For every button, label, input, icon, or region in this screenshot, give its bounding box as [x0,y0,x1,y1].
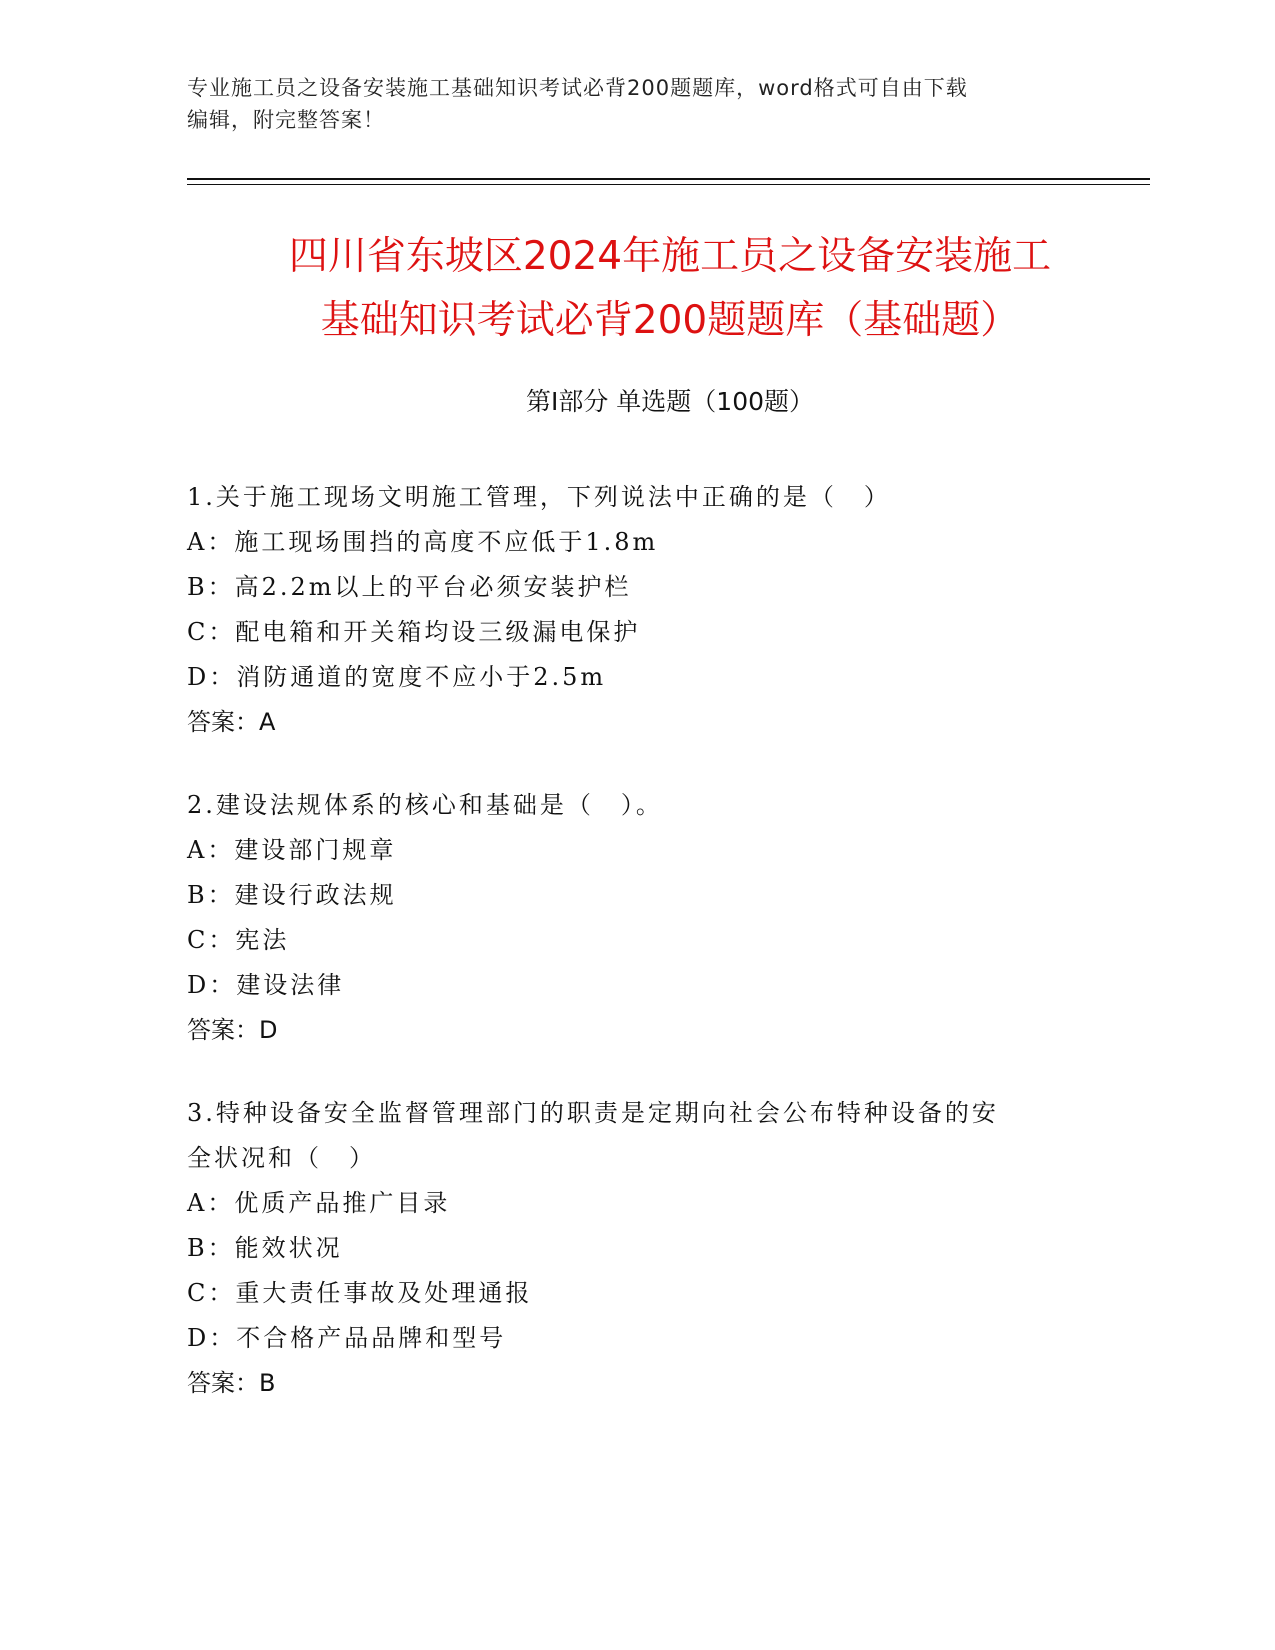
header-divider-thick [187,178,1150,180]
question-1 [187,475,1087,745]
option-a: A：施工现场围挡的高度不应低于1.8m [187,528,659,556]
question-2 [187,783,1087,1053]
option-c: C：重大责任事故及处理通报 [187,1279,533,1307]
header-divider-thin [187,184,1150,185]
question-stem: 1.关于施工现场文明施工管理，下列说法中正确的是（ ） [187,483,891,511]
option-c: C：配电箱和开关箱均设三级漏电保护 [187,618,641,646]
option-d: D：消防通道的宽度不应小于2.5m [187,663,607,691]
question-stem: 2.建设法规体系的核心和基础是（ ）。 [187,791,663,819]
document-title-line-1: 四川省东坡区2024年施工员之设备安装施工 [288,234,1052,279]
document-title-line-2: 基础知识考试必背200题题库（基础题） [320,298,1020,343]
answer: 答案：A [187,708,276,736]
question-list [187,475,1087,1444]
option-b: B：建设行政法规 [187,881,397,909]
question-stem: 3.特种设备安全监督管理部门的职责是定期向社会公布特种设备的安 [187,1099,999,1127]
section-heading: 第Ⅰ部分 单选题（100题） [525,387,815,416]
option-a: A：优质产品推广目录 [187,1189,451,1217]
question-3 [187,1091,1087,1406]
answer: 答案：D [187,1016,278,1044]
header-note [187,72,1087,136]
option-b: B：能效状况 [187,1234,343,1262]
option-d: D：不合格产品品牌和型号 [187,1324,507,1352]
option-b: B：高2.2m以上的平台必须安装护栏 [187,573,632,601]
header-note-line-1: 专业施工员之设备安装施工基础知识考试必背200题题库，word格式可自由下载 [187,76,968,100]
answer: 答案：B [187,1369,276,1397]
option-c: C：宪法 [187,926,290,954]
header-note-line-2: 编辑，附完整答案！ [187,108,385,132]
document-title [150,225,1190,353]
question-stem-continued: 全状况和（ ） [187,1144,376,1172]
option-d: D：建设法律 [187,971,345,999]
option-a: A：建设部门规章 [187,836,397,864]
